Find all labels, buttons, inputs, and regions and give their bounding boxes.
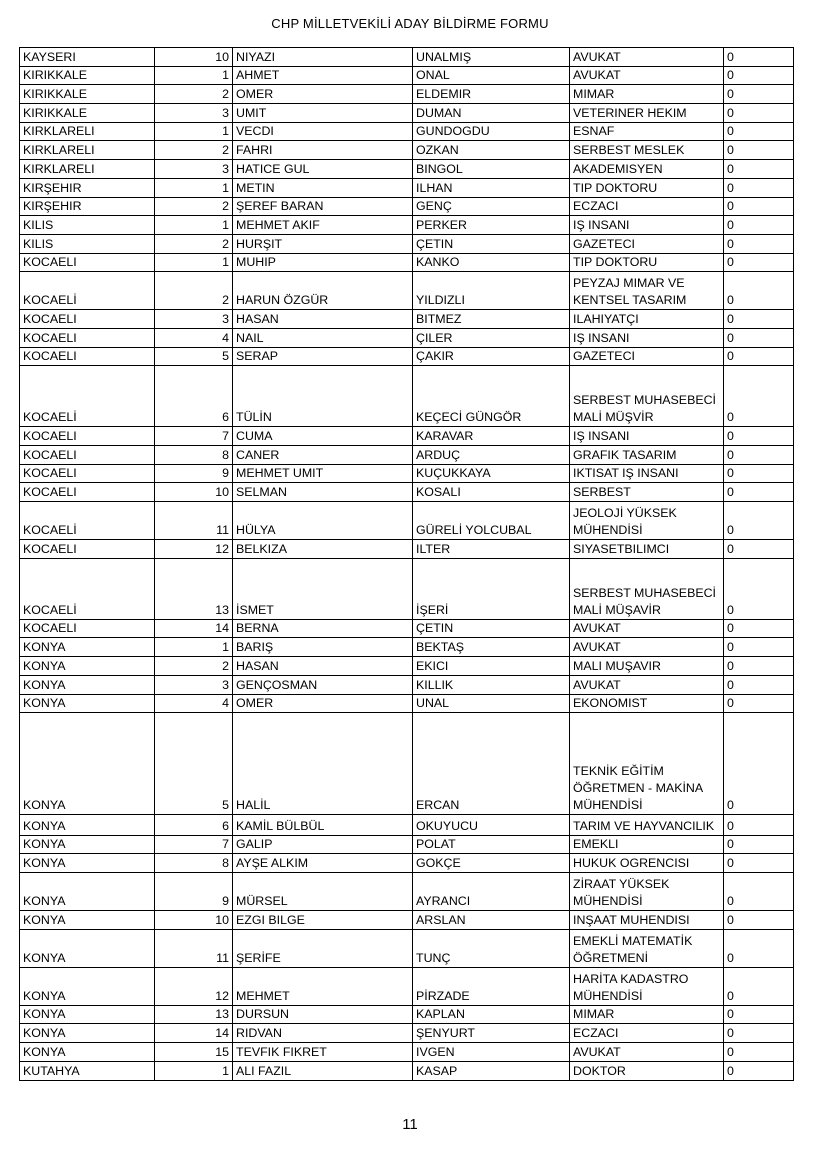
profession-cell: AVUKAT: [570, 66, 724, 85]
profession-cell: ILAHIYATÇI: [570, 310, 724, 329]
flag-cell: 0: [724, 694, 794, 713]
surname-cell: KUÇUKKAYA: [413, 464, 570, 483]
surname-cell: ONAL: [413, 66, 570, 85]
surname-cell: KASAP: [413, 1061, 570, 1080]
table-row: [20, 854, 794, 873]
flag-cell: 0: [724, 427, 794, 446]
profession-cell: TEKNİK EĞİTİM ÖĞRETMEN - MAKİNA MÜHENDİSİ: [570, 713, 724, 815]
profession-cell: INŞAAT MUHENDISI: [570, 911, 724, 930]
profession-cell: TIP DOKTORU: [570, 178, 724, 197]
province-cell: KIRŞEHIR: [20, 197, 155, 216]
table-row: [20, 967, 794, 1005]
first-name-cell: BERNA: [233, 619, 413, 638]
surname-cell: GUNDOGDU: [413, 122, 570, 141]
profession-cell: EKONOMIST: [570, 694, 724, 713]
province-cell: KOCAELI: [20, 464, 155, 483]
flag-cell: 0: [724, 558, 794, 619]
province-cell: KIRKLARELI: [20, 122, 155, 141]
province-cell: KAYSERI: [20, 48, 155, 67]
table-row: [20, 1024, 794, 1043]
province-cell: KONYA: [20, 911, 155, 930]
flag-cell: 0: [724, 141, 794, 160]
profession-cell: GAZETECI: [570, 347, 724, 366]
surname-cell: BINGOL: [413, 160, 570, 179]
first-name-cell: HÜLYA: [233, 502, 413, 540]
province-cell: KIRŞEHIR: [20, 178, 155, 197]
rank-cell: 9: [155, 873, 233, 911]
table-row: [20, 253, 794, 272]
profession-cell: IŞ INSANI: [570, 328, 724, 347]
rank-cell: 1: [155, 122, 233, 141]
province-cell: KOCAELİ: [20, 366, 155, 427]
table-row: [20, 234, 794, 253]
surname-cell: KEÇECİ GÜNGÖR: [413, 366, 570, 427]
surname-cell: TUNÇ: [413, 929, 570, 967]
surname-cell: ERCAN: [413, 713, 570, 815]
page-title: CHP MİLLETVEKİLİ ADAY BİLDİRME FORMU: [271, 16, 549, 31]
table-row: [20, 1005, 794, 1024]
rank-cell: 11: [155, 929, 233, 967]
flag-cell: 0: [724, 854, 794, 873]
first-name-cell: TEVFIK FIKRET: [233, 1043, 413, 1062]
first-name-cell: SELMAN: [233, 483, 413, 502]
rank-cell: 6: [155, 366, 233, 427]
province-cell: KIRIKKALE: [20, 85, 155, 104]
flag-cell: 0: [724, 197, 794, 216]
first-name-cell: BARIŞ: [233, 638, 413, 657]
rank-cell: 12: [155, 967, 233, 1005]
profession-cell: DOKTOR: [570, 1061, 724, 1080]
rank-cell: 14: [155, 619, 233, 638]
table-row: [20, 122, 794, 141]
first-name-cell: METIN: [233, 178, 413, 197]
table-row: [20, 446, 794, 465]
flag-cell: 0: [724, 815, 794, 836]
surname-cell: UNAL: [413, 694, 570, 713]
rank-cell: 1: [155, 1061, 233, 1080]
flag-cell: 0: [724, 160, 794, 179]
table-row: [20, 366, 794, 427]
province-cell: KONYA: [20, 815, 155, 836]
table-row: [20, 464, 794, 483]
table-row: [20, 427, 794, 446]
table-row: [20, 216, 794, 235]
profession-cell: TIP DOKTORU: [570, 253, 724, 272]
province-cell: KOCAELİ: [20, 558, 155, 619]
surname-cell: KARAVAR: [413, 427, 570, 446]
flag-cell: 0: [724, 366, 794, 427]
table-row: [20, 540, 794, 559]
province-cell: KOCAELI: [20, 328, 155, 347]
first-name-cell: TÜLİN: [233, 366, 413, 427]
rank-cell: 4: [155, 328, 233, 347]
table-row: [20, 675, 794, 694]
table-row: [20, 657, 794, 676]
first-name-cell: MEHMET: [233, 967, 413, 1005]
province-cell: KONYA: [20, 967, 155, 1005]
flag-cell: 0: [724, 540, 794, 559]
first-name-cell: NAIL: [233, 328, 413, 347]
rank-cell: 3: [155, 310, 233, 329]
rank-cell: 4: [155, 694, 233, 713]
rank-cell: 12: [155, 540, 233, 559]
rank-cell: 10: [155, 48, 233, 67]
profession-cell: ESNAF: [570, 122, 724, 141]
surname-cell: ILHAN: [413, 178, 570, 197]
flag-cell: 0: [724, 328, 794, 347]
table-row: [20, 835, 794, 854]
first-name-cell: HASAN: [233, 657, 413, 676]
first-name-cell: OMER: [233, 85, 413, 104]
flag-cell: 0: [724, 446, 794, 465]
rank-cell: 2: [155, 141, 233, 160]
profession-cell: EMEKLI: [570, 835, 724, 854]
profession-cell: ECZACI: [570, 197, 724, 216]
first-name-cell: EZGI BILGE: [233, 911, 413, 930]
flag-cell: 0: [724, 929, 794, 967]
surname-cell: ŞENYURT: [413, 1024, 570, 1043]
table-row: [20, 502, 794, 540]
surname-cell: ILTER: [413, 540, 570, 559]
first-name-cell: NIYAZI: [233, 48, 413, 67]
table-row: [20, 178, 794, 197]
table-row: [20, 347, 794, 366]
first-name-cell: OMER: [233, 694, 413, 713]
flag-cell: 0: [724, 178, 794, 197]
first-name-cell: CANER: [233, 446, 413, 465]
table-row: [20, 1061, 794, 1080]
province-cell: KONYA: [20, 1005, 155, 1024]
rank-cell: 7: [155, 427, 233, 446]
surname-cell: ELDEMIR: [413, 85, 570, 104]
province-cell: KIRKLARELI: [20, 141, 155, 160]
first-name-cell: SERAP: [233, 347, 413, 366]
surname-cell: GENÇ: [413, 197, 570, 216]
table-row: [20, 911, 794, 930]
flag-cell: 0: [724, 1005, 794, 1024]
flag-cell: 0: [724, 48, 794, 67]
first-name-cell: İSMET: [233, 558, 413, 619]
first-name-cell: GALIP: [233, 835, 413, 854]
flag-cell: 0: [724, 310, 794, 329]
surname-cell: GÜRELİ YOLCUBAL: [413, 502, 570, 540]
first-name-cell: ŞEREF BARAN: [233, 197, 413, 216]
first-name-cell: MÜRSEL: [233, 873, 413, 911]
rank-cell: 11: [155, 502, 233, 540]
surname-cell: UNALMIŞ: [413, 48, 570, 67]
rank-cell: 10: [155, 483, 233, 502]
rank-cell: 3: [155, 675, 233, 694]
province-cell: KOCAELI: [20, 483, 155, 502]
profession-cell: IŞ INSANI: [570, 427, 724, 446]
province-cell: KOCAELI: [20, 540, 155, 559]
flag-cell: 0: [724, 657, 794, 676]
surname-cell: OZKAN: [413, 141, 570, 160]
profession-cell: SERBEST MESLEK: [570, 141, 724, 160]
profession-cell: ECZACI: [570, 1024, 724, 1043]
flag-cell: 0: [724, 638, 794, 657]
surname-cell: ÇETIN: [413, 619, 570, 638]
province-cell: KONYA: [20, 657, 155, 676]
table-row: [20, 483, 794, 502]
surname-cell: PERKER: [413, 216, 570, 235]
rank-cell: 10: [155, 911, 233, 930]
first-name-cell: MEHMET UMIT: [233, 464, 413, 483]
surname-cell: GOKÇE: [413, 854, 570, 873]
province-cell: KOCAELİ: [20, 272, 155, 310]
flag-cell: 0: [724, 835, 794, 854]
rank-cell: 15: [155, 1043, 233, 1062]
flag-cell: 0: [724, 1024, 794, 1043]
table-row: [20, 141, 794, 160]
surname-cell: POLAT: [413, 835, 570, 854]
profession-cell: SIYASETBILIMCI: [570, 540, 724, 559]
rank-cell: 13: [155, 558, 233, 619]
profession-cell: MIMAR: [570, 1005, 724, 1024]
surname-cell: KOSALI: [413, 483, 570, 502]
first-name-cell: DURSUN: [233, 1005, 413, 1024]
first-name-cell: HASAN: [233, 310, 413, 329]
profession-cell: VETERINER HEKIM: [570, 104, 724, 123]
surname-cell: ARSLAN: [413, 911, 570, 930]
profession-cell: HARİTA KADASTRO MÜHENDİSİ: [570, 967, 724, 1005]
first-name-cell: KAMİL BÜLBÜL: [233, 815, 413, 836]
profession-cell: AVUKAT: [570, 638, 724, 657]
flag-cell: 0: [724, 272, 794, 310]
profession-cell: AVUKAT: [570, 1043, 724, 1062]
surname-cell: ÇAKIR: [413, 347, 570, 366]
surname-cell: ÇETIN: [413, 234, 570, 253]
province-cell: KONYA: [20, 694, 155, 713]
first-name-cell: BELKIZA: [233, 540, 413, 559]
profession-cell: SERBEST: [570, 483, 724, 502]
province-cell: KILIS: [20, 216, 155, 235]
table-row: [20, 558, 794, 619]
province-cell: KONYA: [20, 638, 155, 657]
flag-cell: 0: [724, 619, 794, 638]
profession-cell: GAZETECI: [570, 234, 724, 253]
surname-cell: ÇILER: [413, 328, 570, 347]
profession-cell: SERBEST MUHASEBECİ MALİ MÜŞAVİR: [570, 558, 724, 619]
province-cell: KOCAELİ: [20, 502, 155, 540]
rank-cell: 3: [155, 104, 233, 123]
rank-cell: 2: [155, 197, 233, 216]
flag-cell: 0: [724, 234, 794, 253]
candidate-table: [19, 47, 794, 1081]
rank-cell: 5: [155, 713, 233, 815]
profession-cell: PEYZAJ MIMAR VE KENTSEL TASARIM: [570, 272, 724, 310]
profession-cell: AKADEMISYEN: [570, 160, 724, 179]
province-cell: KOCAELI: [20, 446, 155, 465]
province-cell: KOCAELI: [20, 347, 155, 366]
rank-cell: 1: [155, 253, 233, 272]
table-row: [20, 48, 794, 67]
province-cell: KOCAELI: [20, 427, 155, 446]
flag-cell: 0: [724, 911, 794, 930]
surname-cell: OKUYUCU: [413, 815, 570, 836]
province-cell: KONYA: [20, 675, 155, 694]
profession-cell: MIMAR: [570, 85, 724, 104]
table-row: [20, 815, 794, 836]
flag-cell: 0: [724, 675, 794, 694]
rank-cell: 7: [155, 835, 233, 854]
flag-cell: 0: [724, 967, 794, 1005]
profession-cell: MALI MUŞAVIR: [570, 657, 724, 676]
rank-cell: 6: [155, 815, 233, 836]
table-row: [20, 713, 794, 815]
table-row: [20, 929, 794, 967]
province-cell: KONYA: [20, 713, 155, 815]
first-name-cell: HALİL: [233, 713, 413, 815]
flag-cell: 0: [724, 85, 794, 104]
table-row: [20, 1043, 794, 1062]
surname-cell: İŞERİ: [413, 558, 570, 619]
rank-cell: 2: [155, 272, 233, 310]
table-row: [20, 272, 794, 310]
first-name-cell: UMIT: [233, 104, 413, 123]
rank-cell: 2: [155, 234, 233, 253]
profession-cell: AVUKAT: [570, 619, 724, 638]
flag-cell: 0: [724, 873, 794, 911]
first-name-cell: AHMET: [233, 66, 413, 85]
flag-cell: 0: [724, 216, 794, 235]
surname-cell: IVGEN: [413, 1043, 570, 1062]
province-cell: KIRIKKALE: [20, 66, 155, 85]
rank-cell: 9: [155, 464, 233, 483]
profession-cell: TARIM VE HAYVANCILIK: [570, 815, 724, 836]
province-cell: KIRIKKALE: [20, 104, 155, 123]
rank-cell: 14: [155, 1024, 233, 1043]
province-cell: KOCAELI: [20, 619, 155, 638]
first-name-cell: FAHRI: [233, 141, 413, 160]
first-name-cell: HURŞIT: [233, 234, 413, 253]
province-cell: KUTAHYA: [20, 1061, 155, 1080]
province-cell: KOCAELI: [20, 253, 155, 272]
rank-cell: 1: [155, 638, 233, 657]
rank-cell: 8: [155, 854, 233, 873]
profession-cell: AVUKAT: [570, 48, 724, 67]
page-number: 11: [402, 1116, 418, 1133]
flag-cell: 0: [724, 66, 794, 85]
province-cell: KIRKLARELI: [20, 160, 155, 179]
table-row: [20, 638, 794, 657]
first-name-cell: ŞERİFE: [233, 929, 413, 967]
rank-cell: 3: [155, 160, 233, 179]
rank-cell: 13: [155, 1005, 233, 1024]
profession-cell: IKTISAT IŞ INSANI: [570, 464, 724, 483]
surname-cell: DUMAN: [413, 104, 570, 123]
province-cell: KONYA: [20, 873, 155, 911]
first-name-cell: MEHMET AKIF: [233, 216, 413, 235]
table-row: [20, 873, 794, 911]
table-row: [20, 328, 794, 347]
table-row: [20, 85, 794, 104]
first-name-cell: MUHIP: [233, 253, 413, 272]
rank-cell: 2: [155, 85, 233, 104]
profession-cell: SERBEST MUHASEBECİ MALİ MÜŞVİR: [570, 366, 724, 427]
table-row: [20, 66, 794, 85]
flag-cell: 0: [724, 122, 794, 141]
flag-cell: 0: [724, 347, 794, 366]
profession-cell: ZİRAAT YÜKSEK MÜHENDİSİ: [570, 873, 724, 911]
table-row: [20, 310, 794, 329]
first-name-cell: HATICE GUL: [233, 160, 413, 179]
surname-cell: YILDIZLI: [413, 272, 570, 310]
first-name-cell: GENÇOSMAN: [233, 675, 413, 694]
flag-cell: 0: [724, 253, 794, 272]
profession-cell: AVUKAT: [570, 675, 724, 694]
province-cell: KILIS: [20, 234, 155, 253]
surname-cell: BEKTAŞ: [413, 638, 570, 657]
profession-cell: GRAFIK TASARIM: [570, 446, 724, 465]
table-row: [20, 619, 794, 638]
surname-cell: KILLIK: [413, 675, 570, 694]
flag-cell: 0: [724, 713, 794, 815]
flag-cell: 0: [724, 502, 794, 540]
province-cell: KONYA: [20, 854, 155, 873]
flag-cell: 0: [724, 1043, 794, 1062]
rank-cell: 5: [155, 347, 233, 366]
rank-cell: 2: [155, 657, 233, 676]
first-name-cell: RIDVAN: [233, 1024, 413, 1043]
flag-cell: 0: [724, 104, 794, 123]
first-name-cell: ALI FAZIL: [233, 1061, 413, 1080]
table-row: [20, 197, 794, 216]
profession-cell: JEOLOJİ YÜKSEK MÜHENDİSİ: [570, 502, 724, 540]
surname-cell: KANKO: [413, 253, 570, 272]
flag-cell: 0: [724, 1061, 794, 1080]
first-name-cell: AYŞE ALKIM: [233, 854, 413, 873]
surname-cell: PİRZADE: [413, 967, 570, 1005]
surname-cell: BITMEZ: [413, 310, 570, 329]
rank-cell: 1: [155, 66, 233, 85]
flag-cell: 0: [724, 483, 794, 502]
surname-cell: KAPLAN: [413, 1005, 570, 1024]
profession-cell: IŞ INSANI: [570, 216, 724, 235]
first-name-cell: HARUN ÖZGÜR: [233, 272, 413, 310]
table-row: [20, 104, 794, 123]
flag-cell: 0: [724, 464, 794, 483]
first-name-cell: CUMA: [233, 427, 413, 446]
surname-cell: AYRANCI: [413, 873, 570, 911]
surname-cell: ARDUÇ: [413, 446, 570, 465]
table-row: [20, 694, 794, 713]
profession-cell: EMEKLİ MATEMATİK ÖĞRETMENİ: [570, 929, 724, 967]
first-name-cell: VECDI: [233, 122, 413, 141]
rank-cell: 8: [155, 446, 233, 465]
province-cell: KONYA: [20, 1024, 155, 1043]
rank-cell: 1: [155, 216, 233, 235]
profession-cell: HUKUK OGRENCISI: [570, 854, 724, 873]
surname-cell: EKICI: [413, 657, 570, 676]
province-cell: KOCAELI: [20, 310, 155, 329]
province-cell: KONYA: [20, 929, 155, 967]
province-cell: KONYA: [20, 835, 155, 854]
rank-cell: 1: [155, 178, 233, 197]
province-cell: KONYA: [20, 1043, 155, 1062]
table-row: [20, 160, 794, 179]
